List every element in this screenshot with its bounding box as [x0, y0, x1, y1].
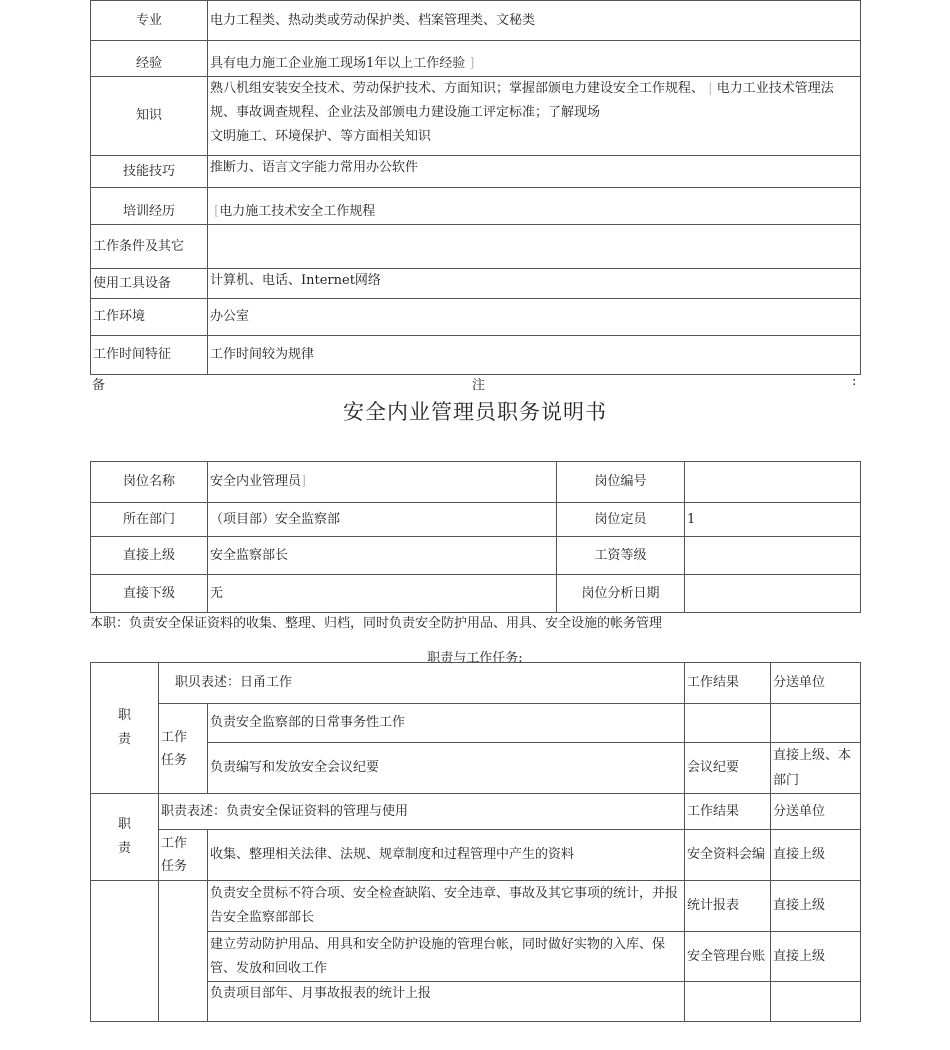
position-name-label: 岗位名称	[91, 462, 208, 503]
duty1-side-label	[91, 663, 159, 794]
superior-label: 直接上级	[91, 537, 208, 575]
duty1-ze: 责	[117, 732, 131, 747]
duty2-result-header: 工作结果	[685, 794, 771, 830]
duty3-task2-result: 安全管理台账	[685, 932, 771, 982]
experience-mark: ]	[469, 56, 475, 71]
duty1-task2-dest: 直接上级、本部门	[771, 743, 861, 794]
duty2-task-label	[159, 830, 208, 881]
duty3-task2-dest: 直接上级	[771, 932, 861, 982]
tools-value: 计算机、电话、Internet网络	[208, 269, 861, 299]
conditions-label: 工作条件及其它	[91, 225, 208, 269]
subordinate-value: 无	[208, 575, 557, 613]
duty1-task-label-1: 工作	[161, 729, 188, 745]
duty2-side-label	[91, 794, 159, 881]
duty-summary: 本职：负责安全保证资料的收集、整理、归档，同时负责安全防护用品、用具、安全设施的帐务管理	[90, 616, 663, 631]
duty3-task3-dest	[771, 982, 861, 1022]
duty2-task1: 收集、整理相关法律、法规、规章制度和过程管理中产生的资料	[208, 830, 685, 881]
duty1-task-label	[159, 704, 208, 794]
knowledge-label: 知识	[91, 77, 208, 156]
duty3-task3-result	[685, 982, 771, 1022]
experience-cell	[208, 41, 861, 77]
tools-label: 使用工具设备	[91, 269, 208, 299]
experience-label: 经验	[91, 41, 208, 77]
superior-value: 安全监察部长	[208, 537, 557, 575]
duty1-task2: 负责编写和发放安全会议纪要	[208, 743, 685, 794]
knowledge-line1b: 电力工业技术管理法	[716, 81, 834, 96]
remark-right: :	[852, 374, 857, 389]
department-label: 所在部门	[91, 503, 208, 537]
skills-value: 推断力、语言文字能力常用办公软件	[208, 156, 861, 188]
duty1-result-header: 工作结果	[685, 663, 771, 704]
duty1-task1-dest	[771, 704, 861, 743]
duty2-description: 职责表述：负责安全保证资料的管理与使用	[159, 794, 685, 830]
duty3-task3: 负责项目部年、月事故报表的统计上报	[208, 982, 685, 1022]
tasks-caption: 职责与工作任务:	[427, 651, 523, 666]
analysis-date-label: 岗位分析日期	[557, 575, 685, 613]
position-code-label: 岗位编号	[557, 462, 685, 503]
duty1-dest-header: 分送单位	[771, 663, 861, 704]
duty2-task-label-2: 任务	[161, 859, 188, 874]
duty3-task2: 建立劳动防护用品、用具和安全防护设施的管理台帐，同时做好实物的入库、保管、发放和回收工作	[208, 932, 685, 982]
qualification-table	[90, 0, 861, 375]
major-value: 电力工程类、热动类或劳动保护类、档案管理类、文秘类	[208, 1, 861, 41]
skills-label: 技能技巧	[91, 156, 208, 188]
quota-value: 1	[685, 503, 861, 537]
environment-value: 办公室	[208, 299, 861, 336]
subordinate-label: 直接下级	[91, 575, 208, 613]
position-name-cell	[208, 462, 557, 503]
knowledge-mark: |	[708, 81, 713, 96]
analysis-date-value	[685, 575, 861, 613]
department-value: （项目部）安全监察部	[208, 503, 557, 537]
experience-value: 具有电力施工企业施工现场1年以上工作经验	[210, 56, 466, 71]
time-label: 工作时间特征	[91, 336, 208, 375]
duties-table	[90, 662, 861, 1022]
position-name-mark: ]	[301, 474, 307, 489]
major-label: 专业	[91, 1, 208, 41]
environment-label: 工作环境	[91, 299, 208, 336]
grade-label: 工资等级	[557, 537, 685, 575]
duty2-task1-result: 安全资料会编	[685, 830, 771, 881]
page-title: 安全内业管理员职务说明书	[343, 400, 607, 424]
remark-row	[90, 374, 860, 392]
remark-left: 备	[92, 378, 106, 393]
position-code-value	[685, 462, 861, 503]
training-cell	[208, 188, 861, 225]
grade-value	[685, 537, 861, 575]
knowledge-line1: 熟八机组安装安全技术、劳动保护技术、方面知识；掌握部颁电力建设安全工作规程、	[210, 81, 705, 96]
quota-label: 岗位定员	[557, 503, 685, 537]
remark-mid: 注	[472, 378, 486, 393]
duty1-description: 职贝表述：日甬工作	[159, 663, 685, 704]
time-value: 工作时间较为规律	[208, 336, 861, 375]
duty2-zhi: 职	[117, 817, 131, 832]
training-label: 培训经历	[91, 188, 208, 225]
position-name-value: 安全内业管理员	[210, 474, 302, 489]
duty2-dest-header: 分送单位	[771, 794, 861, 830]
duty2-task-label-1: 工作	[161, 836, 188, 851]
knowledge-cell	[208, 77, 861, 156]
duty1-task2-result: 会议纪要	[685, 743, 771, 794]
duty3-task1-result: 统计报表	[685, 881, 771, 932]
duty3-side-label	[91, 881, 159, 1022]
duty3-task1-dest: 直接上级	[771, 881, 861, 932]
knowledge-line2: 规、事故调查规程、企业法及部颁电力建设施工评定标准；了解现场	[210, 105, 601, 120]
duty1-zhi: 职	[117, 708, 131, 723]
duty1-task1-result	[685, 704, 771, 743]
duty3-task1: 负责安全贯标不符合项、安全检查缺陷、安全违章、事故及其它事项的统计，并报告安全监察部部长	[208, 881, 685, 932]
duty2-ze: 责	[117, 841, 131, 856]
conditions-value	[208, 225, 861, 269]
duty3-task-label	[159, 881, 208, 1022]
knowledge-line3: 文明施工、环境保护、等方面相关知识	[210, 129, 432, 144]
duty1-task-label-2: 任务	[161, 752, 188, 768]
training-value: 电力施工技术安全工作规程	[219, 204, 376, 219]
training-mark: [	[214, 204, 220, 219]
duty2-task1-dest: 直接上级	[771, 830, 861, 881]
duty1-task1: 负责安全监察部的日常事务性工作	[208, 704, 685, 743]
position-info-table	[90, 461, 861, 613]
